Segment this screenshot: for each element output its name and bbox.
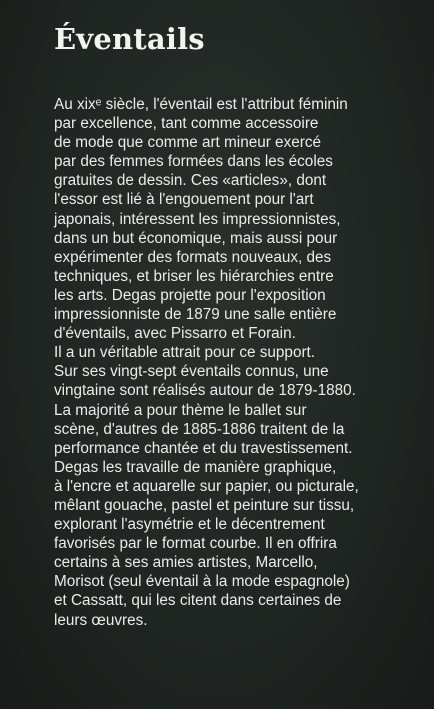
- text-line: La majorité a pour thème le ballet sur: [54, 401, 307, 419]
- text-line: Morisot (seul éventail à la mode espagnole): [54, 573, 350, 591]
- text-line: explorant l'asymétrie et le décentrement: [54, 516, 325, 534]
- text-line: Sur ses vingt-sept éventails connus, une: [54, 363, 329, 381]
- text-line: de mode que comme art mineur exercé: [54, 134, 321, 152]
- text-line: dans un but économique, mais aussi pour: [54, 229, 338, 247]
- panel-body-text: [54, 95, 426, 630]
- text-line: Au xixᵉ siècle, l'éventail est l'attribut féminin: [54, 96, 348, 113]
- text-line: les arts. Degas projette pour l'exposition: [54, 286, 326, 304]
- text-line: mêlant gouache, pastel et peinture sur tissu,: [54, 496, 355, 514]
- text-line: certains à ses amies artistes, Marcello,: [54, 554, 318, 572]
- text-line: expérimenter des formats nouveaux, des: [54, 248, 332, 266]
- text-line: favorisés par le format courbe. Il en offrira: [54, 535, 337, 553]
- text-line: par excellence, tant comme accessoire: [54, 115, 319, 133]
- text-line: scène, d'autres de 1885-1886 traitent de la: [54, 420, 345, 438]
- text-line: japonais, intéressent les impressionnistes,: [54, 210, 341, 228]
- text-line: gratuites de dessin. Ces «articles», dont: [54, 172, 327, 190]
- text-line: l'essor est lié à l'engouement pour l'art: [54, 191, 314, 209]
- text-line: et Cassatt, qui les citent dans certaines de: [54, 592, 342, 610]
- text-line: d'éventails, avec Pissarro et Forain.: [54, 325, 296, 343]
- text-line: vingtaine sont réalisés autour de 1879-1880.: [54, 382, 356, 400]
- text-line: Degas les travaille de manière graphique,: [54, 458, 337, 476]
- text-line: leurs œuvres.: [54, 611, 148, 629]
- text-line: impressionniste de 1879 une salle entière: [54, 306, 337, 324]
- text-line: techniques, et briser les hiérarchies entre: [54, 267, 334, 285]
- text-line: par des femmes formées dans les écoles: [54, 153, 333, 171]
- text-line: Il a un véritable attrait pour ce support.: [54, 344, 316, 362]
- text-line: à l'encre et aquarelle sur papier, ou picturale,: [54, 477, 359, 495]
- text-line: performance chantée et du travestissement.: [54, 439, 353, 457]
- panel-title: Éventails: [54, 22, 205, 56]
